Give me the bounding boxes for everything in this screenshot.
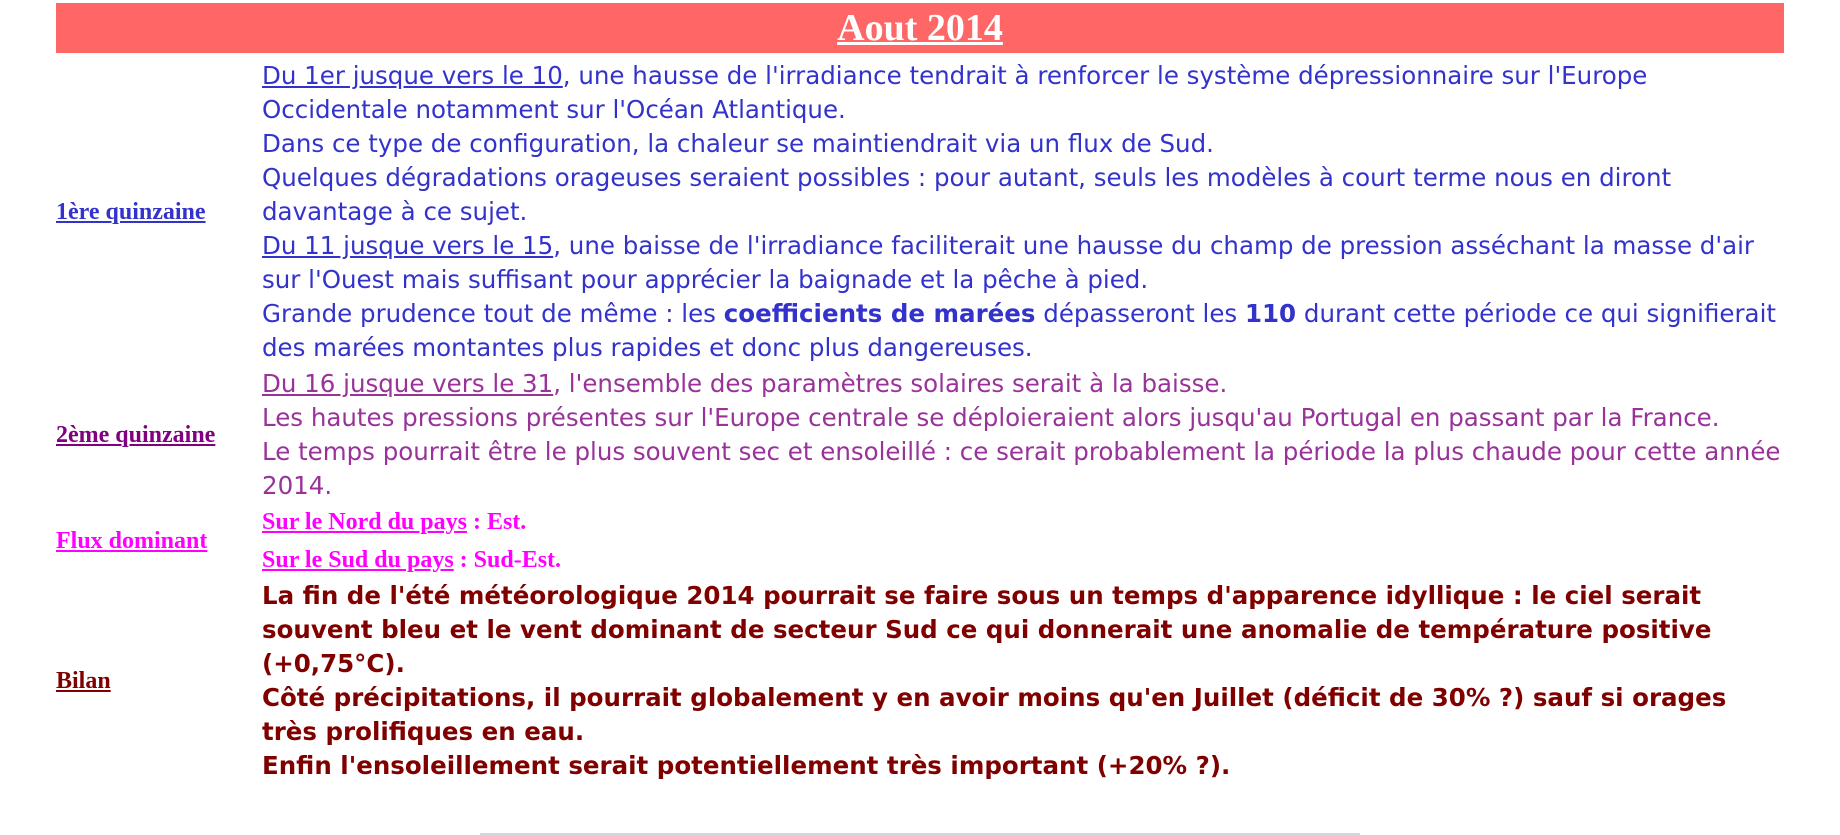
label-second-fortnight-link[interactable]: 2ème quinzaine xyxy=(56,421,216,448)
q1-paragraph-3: Quelques dégradations orageuses seraient possibles : pour autant, seuls les modèles à court terme nous en diront davantage à ce sujet. xyxy=(262,163,1672,226)
flux-north-text: : Est. xyxy=(466,509,527,535)
row-second-fortnight xyxy=(56,365,1784,503)
q2-paragraph-1 xyxy=(262,367,1784,401)
q1-paragraph-1 xyxy=(262,59,1784,127)
page-title: Aout 2014 xyxy=(56,3,1784,53)
label-first-fortnight-link[interactable]: 1ère quinzaine xyxy=(56,198,206,225)
label-second-fortnight[interactable] xyxy=(56,365,262,503)
bilan-paragraph-3: Enfin l'ensoleillement serait potentiellement très important (+20% ?). xyxy=(262,751,1231,780)
q1-p4-text: , une baisse de l'irradiance faciliterait une hausse du champ de pression asséchant la masse d'air sur l'Ouest mais suffisant pour apprécier la baignade et la pêche à pied. xyxy=(262,231,1754,294)
q2-paragraph-2: Les hautes pressions présentes sur l'Europe centrale se déploieraient alors jusqu'au Portugal en passant par la France. xyxy=(262,403,1720,432)
bilan-paragraph-2: Côté précipitations, il pourrait globalement y en avoir moins qu'en Juillet (déficit de 30% ?) sauf si orages très prolifiques en eau. xyxy=(262,683,1727,746)
label-summary[interactable] xyxy=(56,579,262,783)
flux-north xyxy=(262,503,1784,541)
row-summary xyxy=(56,579,1784,783)
q1-paragraph-4 xyxy=(262,229,1784,297)
q2-paragraph-3: Le temps pourrait être le plus souvent sec et ensoleillé : ce serait probablement la période la plus chaude pour cette année 2014. xyxy=(262,437,1781,500)
row-first-fortnight xyxy=(56,53,1784,365)
label-summary-link[interactable]: Bilan xyxy=(56,667,111,694)
q1-p1-text: , une hausse de l'irradiance tendrait à renforcer le système dépressionnaire sur l'Europe Occidentale notamment sur l'Océan Atlantique. xyxy=(262,61,1648,124)
forecast-table xyxy=(56,53,1784,783)
q1-paragraph-5 xyxy=(262,297,1784,365)
first-fortnight-text xyxy=(262,53,1784,365)
forecast-article xyxy=(56,3,1784,783)
second-fortnight-text xyxy=(262,365,1784,503)
tide-value-bold: 110 xyxy=(1244,299,1297,328)
q1-p5-c: dépasseront les xyxy=(1035,299,1245,328)
flux-south-link[interactable]: Sur le Sud du pays xyxy=(262,547,454,573)
flux-south-text: : Sud-Est. xyxy=(453,547,562,573)
q1-p5-e: durant cette période ce qui signifierait des marées montantes plus rapides et donc plus dangereuses. xyxy=(262,299,1776,362)
q1-paragraph-2: Dans ce type de configuration, la chaleur se maintiendrait via un flux de Sud. xyxy=(262,129,1214,158)
q1-p5-a: Grande prudence tout de même : les xyxy=(262,299,724,328)
label-dominant-flow[interactable] xyxy=(56,503,262,579)
q2-period-link[interactable]: Du 16 jusque vers le 31 xyxy=(262,369,554,398)
bilan-paragraph-1: La fin de l'été météorologique 2014 pourrait se faire sous un temps d'apparence idyllique : le ciel serait souvent bleu et le vent dominant de secteur Sud ce qui donnerait une anomalie de température positive (+0,75°C). xyxy=(262,581,1712,678)
label-dominant-flow-link[interactable]: Flux dominant xyxy=(56,527,208,554)
label-first-fortnight[interactable] xyxy=(56,53,262,365)
flux-north-link[interactable]: Sur le Nord du pays xyxy=(262,509,467,535)
flux-south xyxy=(262,541,1784,579)
tide-coefficients-bold: coefficients de marées xyxy=(723,299,1036,328)
q1-period-2-link[interactable]: Du 11 jusque vers le 15 xyxy=(262,231,554,260)
q1-period-1-link[interactable]: Du 1er jusque vers le 10 xyxy=(262,61,563,90)
dominant-flow-text xyxy=(262,503,1784,579)
q2-p1-text: , l'ensemble des paramètres solaires serait à la baisse. xyxy=(553,369,1228,398)
row-dominant-flow xyxy=(56,503,1784,579)
summary-text xyxy=(262,579,1784,783)
